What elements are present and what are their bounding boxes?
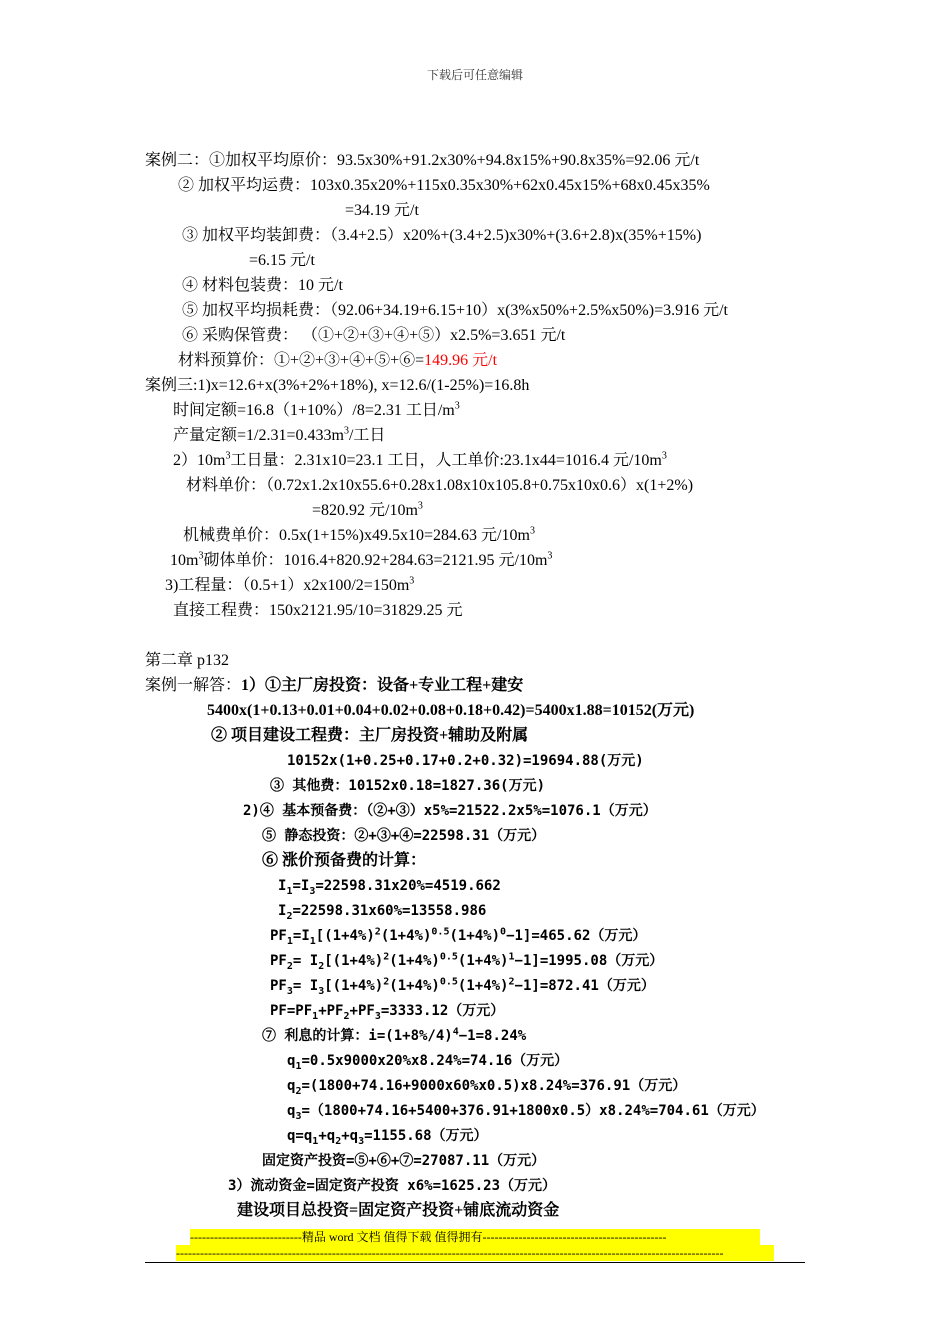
case2-line-5: =6.15 元/t bbox=[249, 252, 315, 269]
case2-line-4: ③ 加权平均装卸费：（3.4+2.5）x20%+(3.4+2.5)x30%+(3.6+2.8)x(35%+15%) bbox=[182, 227, 702, 244]
ch2-line-10: $I_2=22598.31x60\%=13558.986$ bbox=[278, 903, 487, 922]
case3-line-4: $2)10m^3$工日量：2.31x10=23.1 工日，人工单价:23.1x44=1016.4 元$/10m^3$ bbox=[173, 450, 667, 469]
case3-line-10: 直接工程费：150x2121.95/10=31829.25 元 bbox=[173, 602, 463, 619]
footer-banner-line-2: ----------------------------------------------------------------------------------------------------------------------------------------- bbox=[176, 1245, 774, 1261]
case3-line-7: 机械费单价：0.5x(1+15%)x49.5x10=284.63 元$/10m^3$ bbox=[183, 525, 535, 544]
ch2-line-q: $q=q_1+q_2+q_3=1155.68$（万元） bbox=[287, 1128, 488, 1147]
chapter-title: 第二章 p132 bbox=[145, 652, 230, 669]
case2-line-8: ⑥ 采购保管费： （①+②+③+④+⑤）x2.5%=3.651 元/t bbox=[182, 327, 566, 344]
case3-line-6: =820.92 元$/10m^3$ bbox=[312, 500, 423, 519]
ch2-line-q3: $q_3=(1800+74.16+5400+376.91+1800x0.5)x8.24\%=704.61$（万元） bbox=[287, 1103, 765, 1122]
case3-line-8: $10m^3$砌体单价：1016.4+820.92+284.63=2121.95 元$/10m^3$ bbox=[170, 550, 553, 569]
material-budget-label: 材料预算价：①+②+③+④+⑤+⑥= bbox=[178, 352, 425, 369]
page-header: 下载后可任意编辑 bbox=[426, 68, 523, 82]
material-budget-value: 149.96 元/t bbox=[424, 352, 498, 369]
case2-line-1: 案例二：①加权平均原价：93.5x30%+91.2x30%+94.8x15%+90.8x35%=92.06 元/t bbox=[145, 152, 700, 169]
ch2-line-5: ③ 其他费：10152x0.18=1827.36(万元) bbox=[270, 778, 546, 794]
case3-line-9: 3)工程量：$(0.5+1)x2x100/2=150m^3$ bbox=[165, 575, 415, 594]
ch2-line-pf1: $PF_1=I_1[(1+4\%)^2(1+4\%)^{0.5}(1+4\%)^0-1]=465.62$（万元） bbox=[270, 926, 647, 947]
ch2-line-15: ⑦ 利息的计算：$i=(1+8\%/4)^4-1=8.24\%$ bbox=[262, 1026, 527, 1044]
ch2-line-2: 5400x(1+0.13+0.01+0.04+0.02+0.08+0.18+0.42)=5400x1.88=10152(万元) bbox=[207, 702, 695, 719]
ch2-line-21: 3）流动资金=固定资产投资 x6%=1625.23（万元） bbox=[228, 1178, 557, 1194]
case3-line-5: 材料单价：（0.72x1.2x10x55.6+0.28x1.08x10x105.8+0.75x10x0.6）x(1+2%) bbox=[186, 477, 694, 494]
ch2-line-4: 10152x(1+0.25+0.17+0.2+0.32)=19694.88(万元) bbox=[287, 753, 644, 769]
footer-banner-line-1: ----------------------------精品 word 文档 值得下载 值得拥有---------------------------------------------- bbox=[190, 1229, 760, 1245]
case2-line-9 bbox=[178, 351, 497, 371]
ch2-line-9: $I_1=I_3=22598.31x20\%=4519.662$ bbox=[278, 878, 501, 897]
ch2-line-pf2: $PF_2= I_2[(1+4\%)^2(1+4\%)^{0.5}(1+4\%)^1-1]=1995.08$（万元） bbox=[270, 951, 664, 972]
footer-rule bbox=[145, 1262, 805, 1263]
case3-line-2: 时间定额=16.8（1+10%）/8=2.31 工日$/m^3$ bbox=[173, 400, 460, 419]
ch2-line-8: ⑥ 涨价预备费的计算： bbox=[262, 852, 427, 869]
ch2-line-pf3: $PF_3= I_3[(1+4\%)^2(1+4\%)^{0.5}(1+4\%)^2-1]=872.41$（万元） bbox=[270, 976, 655, 997]
case3-line-3: 产量定额$=1/2.31=0.433m^3/$工日 bbox=[173, 425, 386, 444]
case2-line-7: ⑤ 加权平均损耗费：（92.06+34.19+6.15+10）x(3%x50%+2.5%x50%)=3.916 元/t bbox=[182, 302, 728, 319]
ch2-line-q2: $q_2=(1800+74.16+9000x60\%x0.5)x8.24\%=376.91$（万元） bbox=[287, 1078, 687, 1097]
ch2-line-pf: $PF=PF_1+PF_2+PF_3=3333.12$（万元） bbox=[270, 1003, 505, 1022]
ch2-line-22: 建设项目总投资=固定资产投资+铺底流动资金 bbox=[237, 1202, 560, 1219]
case2-line-6: ④ 材料包装费：10 元/t bbox=[182, 277, 343, 294]
ch2-line-20: 固定资产投资=⑤+⑥+⑦=27087.11（万元） bbox=[262, 1153, 546, 1169]
ch2-line-q1: $q_1=0.5x9000x20\%x8.24\%=74.16$（万元） bbox=[287, 1053, 569, 1072]
case2-line-3: =34.19 元/t bbox=[345, 202, 419, 219]
ch2-line-7: ⑤ 静态投资：②+③+④=22598.31（万元） bbox=[262, 828, 546, 844]
ch2-line-3: ② 项目建设工程费：主厂房投资+辅助及附属 bbox=[211, 727, 529, 744]
ch2-line-6: 2)④ 基本预备费：（②+③）x5%=21522.2x5%=1076.1（万元） bbox=[243, 803, 657, 819]
case3-line-1: 案例三:1)x=12.6+x(3%+2%+18%), x=12.6/(1-25%)=16.8h bbox=[145, 377, 530, 394]
ch2-line-1: 案例一解答：1）①主厂房投资：设备+专业工程+建安 bbox=[145, 677, 524, 694]
case2-line-2: ② 加权平均运费：103x0.35x20%+115x0.35x30%+62x0.45x15%+68x0.45x35% bbox=[178, 177, 710, 194]
